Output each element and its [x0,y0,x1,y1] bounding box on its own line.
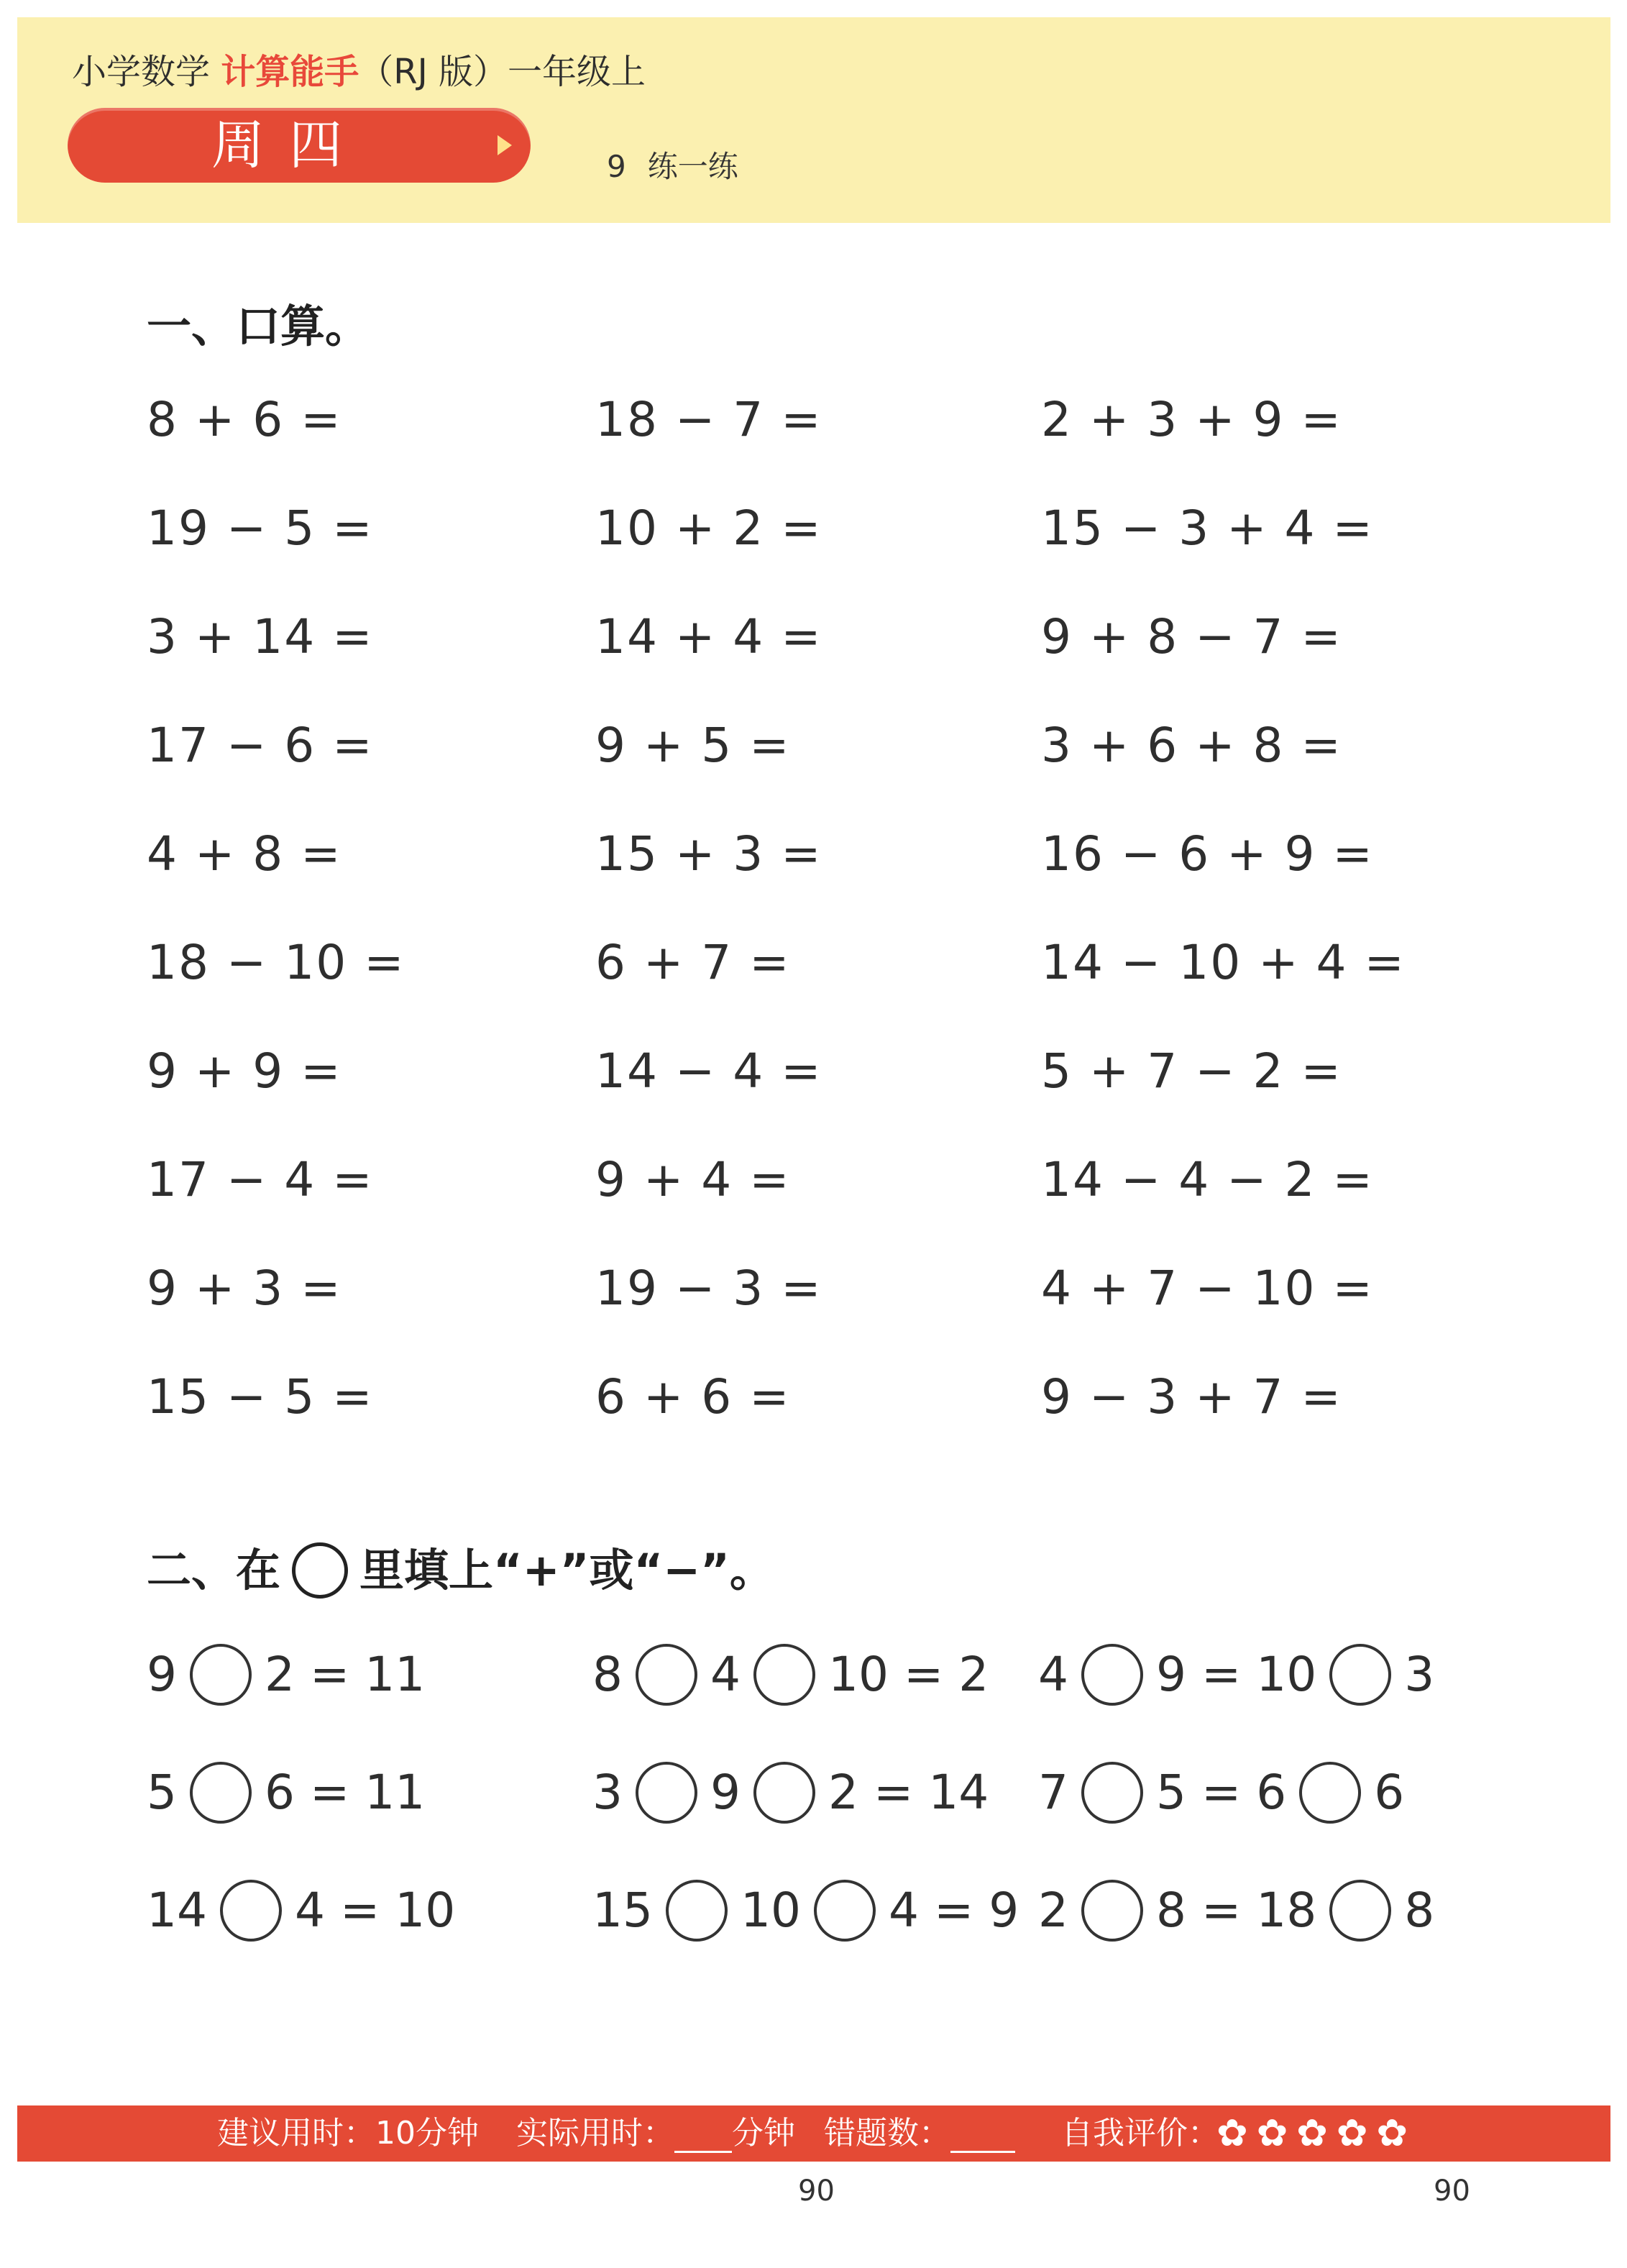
book-title-highlight: 计算能手 [221,52,359,92]
calc-item: 15 − 5 = [147,1369,374,1425]
operand: 8 [592,1647,623,1702]
calc-item: 15 − 3 + 4 = [1041,500,1374,556]
calc-item: 5 + 7 − 2 = [1041,1043,1342,1099]
actual-time-blank[interactable] [674,2151,732,2153]
page-number-center: 90 [798,2175,835,2208]
calc-item: 17 − 6 = [147,718,374,773]
operand: 10 [740,1883,801,1938]
lesson-heading [607,148,738,186]
calc-item: 9 + 5 = [595,718,791,773]
footer-bar [17,2105,1610,2162]
calc-item: 3 + 14 = [147,609,374,664]
calc-item: 18 − 7 = [595,392,822,447]
calc-item: 3 + 6 + 8 = [1041,718,1342,773]
fill-item [592,1642,989,1707]
answer-circle[interactable] [636,1762,697,1824]
calc-item: 19 − 5 = [147,500,374,556]
book-title [72,50,646,93]
answer-circle[interactable] [753,1644,815,1706]
operand: 5 [147,1765,177,1820]
operand: 15 [592,1883,653,1938]
operand: 4 [1038,1647,1068,1702]
operand: 7 [1038,1765,1068,1820]
answer-circle[interactable] [814,1880,876,1942]
error-count-blank[interactable] [950,2151,1015,2153]
actual-time [516,2114,795,2153]
circle-icon [292,1542,348,1599]
self-eval-label: 自我评价： [1061,2115,1219,2152]
answer-circle[interactable] [190,1762,252,1824]
flower-icon[interactable]: ✿ [1336,2112,1368,2155]
operand: 2 [1038,1883,1068,1938]
rating-stars [1216,2114,1408,2153]
calc-item: 9 + 8 − 7 = [1041,609,1342,664]
operand: 5 = 6 [1156,1765,1287,1820]
answer-circle[interactable] [1081,1762,1143,1824]
operand: 3 [1404,1647,1435,1702]
calc-item: 14 − 10 + 4 = [1041,935,1406,990]
operand: 9 [147,1647,177,1702]
operand: 4 = 10 [294,1883,456,1938]
operand: 8 [1404,1883,1435,1938]
lesson-title: 练一练 [647,149,738,184]
fill-item [147,1642,425,1707]
play-arrow-icon [498,135,512,155]
calc-item: 19 − 3 = [595,1261,822,1316]
book-title-prefix: 小学数学 [72,52,221,92]
calc-item: 4 + 7 − 10 = [1041,1261,1374,1316]
operand: 9 = 10 [1156,1647,1317,1702]
flower-icon[interactable]: ✿ [1296,2112,1328,2155]
answer-circle[interactable] [1329,1880,1391,1942]
lesson-number: 9 [607,149,626,184]
operand: 6 [1374,1765,1405,1820]
fill-item [147,1878,455,1943]
operand: 10 = 2 [828,1647,989,1702]
calc-item: 4 + 8 = [147,826,342,882]
book-title-suffix: （RJ 版）一年级上 [359,52,646,92]
calc-item: 14 + 4 = [595,609,822,664]
actual-time-label: 实际用时： [516,2115,674,2152]
fill-item [147,1760,425,1825]
flower-icon[interactable]: ✿ [1216,2112,1248,2155]
fill-item [1038,1642,1434,1707]
calc-item: 17 − 4 = [147,1152,374,1207]
day-tab [68,108,531,183]
flower-icon[interactable]: ✿ [1256,2112,1288,2155]
calc-item: 2 + 3 + 9 = [1041,392,1342,447]
operand: 2 = 11 [265,1647,426,1702]
calc-item: 14 − 4 − 2 = [1041,1152,1374,1207]
calc-item: 15 + 3 = [595,826,822,882]
flower-icon[interactable]: ✿ [1376,2112,1408,2155]
section2-title [147,1542,774,1599]
day-label: 周四 [211,114,367,176]
operand: 9 [710,1765,741,1820]
operand: 4 = 9 [888,1883,1019,1938]
operand: 14 [147,1883,207,1938]
operand: 3 [592,1765,623,1820]
header-band [17,17,1610,223]
calc-item: 9 + 4 = [595,1152,791,1207]
suggested-time: 建议用时：10分钟 [217,2115,479,2152]
answer-circle[interactable] [1081,1644,1143,1706]
fill-item [592,1878,1019,1943]
fill-item [1038,1878,1434,1943]
calc-item: 16 − 6 + 9 = [1041,826,1374,882]
calc-item: 6 + 7 = [595,935,791,990]
answer-circle[interactable] [636,1644,697,1706]
operand: 6 = 11 [265,1765,426,1820]
answer-circle[interactable] [220,1880,282,1942]
operand: 8 = 18 [1156,1883,1317,1938]
calc-item: 8 + 6 = [147,392,342,447]
calc-item: 9 + 3 = [147,1261,342,1316]
actual-time-unit: 分钟 [732,2115,795,2152]
fill-item [592,1760,989,1825]
answer-circle[interactable] [1081,1880,1143,1942]
operand: 4 [710,1647,741,1702]
answer-circle[interactable] [190,1644,252,1706]
section2-title-part1: 二、在 [147,1544,281,1596]
page-number-right: 90 [1434,2175,1470,2208]
answer-circle[interactable] [1329,1644,1391,1706]
calc-item: 9 + 9 = [147,1043,342,1099]
calc-item: 9 − 3 + 7 = [1041,1369,1342,1425]
section2-title-part2: 里填上“+”或“−”。 [359,1544,774,1596]
error-count-label: 错题数： [824,2115,950,2152]
calc-item: 18 − 10 = [147,935,405,990]
operand: 2 = 14 [828,1765,989,1820]
answer-circle[interactable] [753,1762,815,1824]
calc-item: 14 − 4 = [595,1043,822,1099]
error-count [824,2114,1015,2153]
section1-title: 一、口算。 [147,300,370,352]
calc-item: 10 + 2 = [595,500,822,556]
answer-circle[interactable] [1299,1762,1361,1824]
fill-item [1038,1760,1404,1825]
calc-item: 6 + 6 = [595,1369,791,1425]
answer-circle[interactable] [666,1880,728,1942]
